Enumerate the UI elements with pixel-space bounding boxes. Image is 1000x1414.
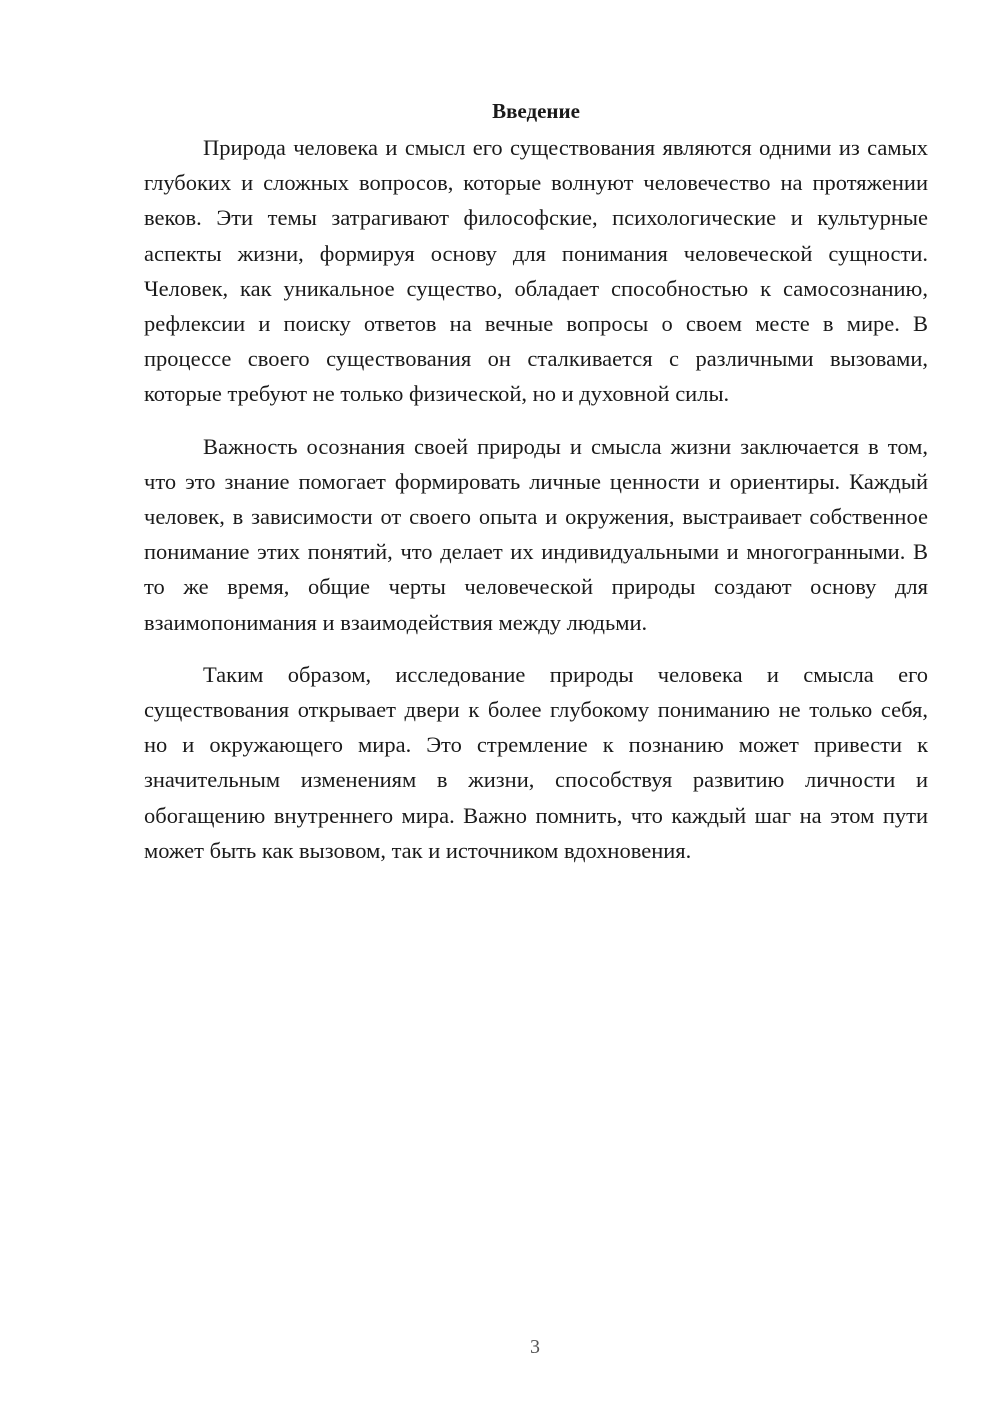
section-heading: Введение (492, 99, 580, 123)
page-number: 3 (530, 1336, 540, 1358)
page-content (144, 96, 928, 885)
paragraph-3: Таким образом, исследование природы человека и смысла его существования открывает двери к более глубокому пониманию не только себя, но и окружающего мира. Это стремление к познанию может привести к значительным изменениям в жизни, способствуя развитию личности и обогащению внутреннего мира. Важно помнить, что каждый шаг на этом пути может быть как вызовом, так и источником вдохновения. (144, 661, 928, 863)
paragraph-2: Важность осознания своей природы и смысла жизни заключается в том, что это знание помогает формировать личные ценности и ориентиры. Каждый человек, в зависимости от своего опыта и окружения, выстраивает собственное понимание этих понятий, что делает их индивидуальными и многогранными. В то же время, общие черты человеческой природы создают основу для взаимопонимания и взаимодействия между людьми. (144, 433, 928, 635)
paragraph-1: Природа человека и смысл его существования являются одними из самых глубоких и сложных вопросов, которые волнуют человечество на протяжении веков. Эти темы затрагивают философские, психологические и культурные аспекты жизни, формируя основу для понимания человеческой сущности. Человек, как уникальное существо, обладает способностью к самосознанию, рефлексии и поиску ответов на вечные вопросы о своем месте в мире. В процессе своего существования он сталкивается с различными вызовами, которые требуют не только физической, но и духовной силы. (144, 135, 928, 407)
